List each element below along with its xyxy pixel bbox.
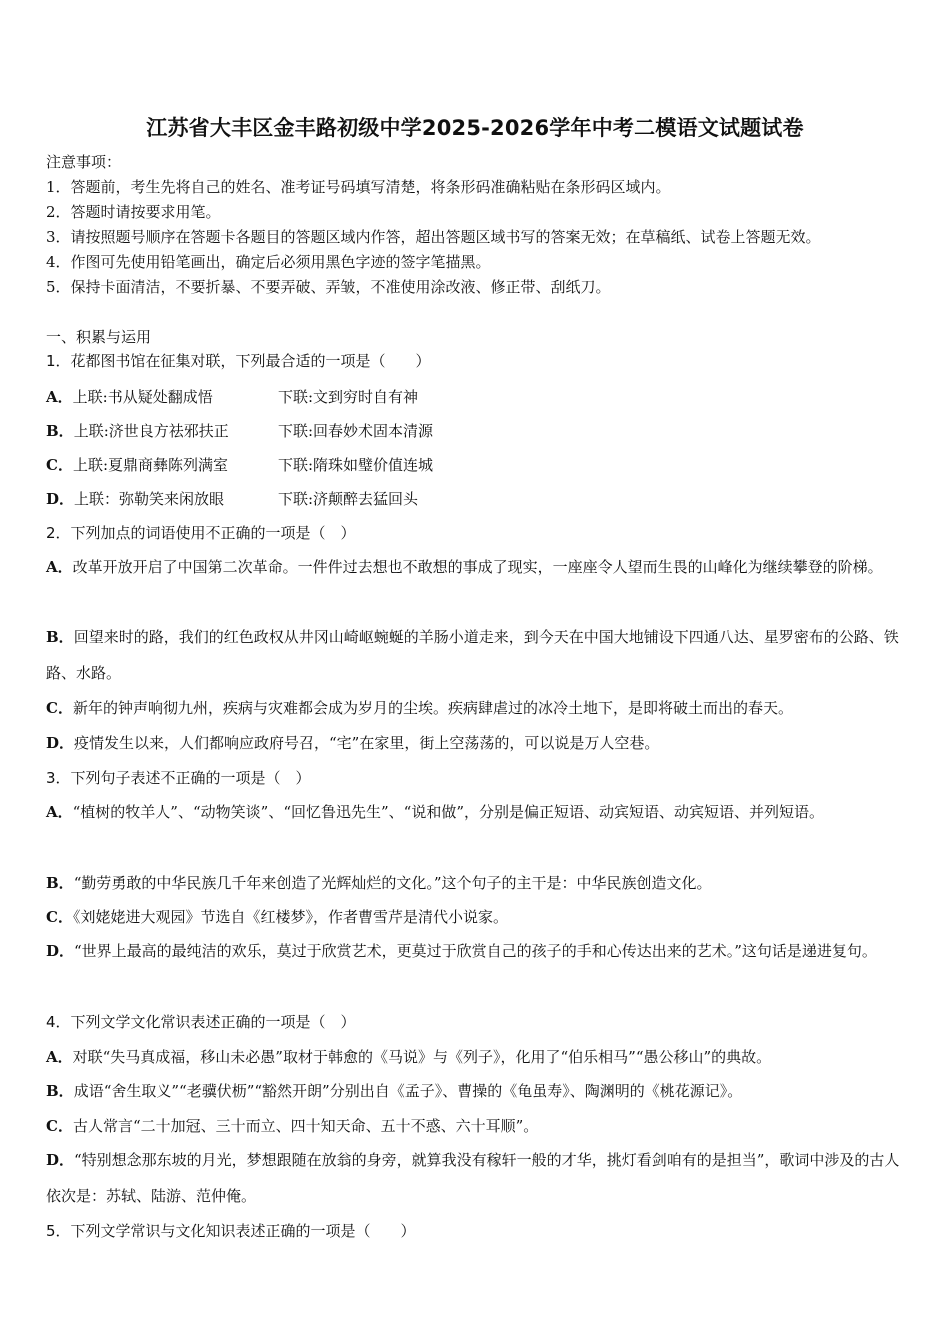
- option-row: [46, 489, 910, 509]
- option-text: 改革开放开启了中国第二次革命。一件件过去想也不敢想的事成了现实，一座座令人望而生畏的山峰化为继续攀登的阶梯。: [72, 558, 883, 576]
- option-text: “勤劳勇敢的中华民族几千年来创造了光辉灿烂的文化。”这个句子的主干是：中华民族创造文化。: [73, 874, 712, 892]
- option-label: B．: [46, 874, 74, 892]
- option-row: [46, 1081, 910, 1101]
- option-row: [46, 733, 910, 753]
- option-label: A．: [46, 558, 73, 576]
- question-number: 3．: [46, 769, 71, 787]
- option-row: [46, 421, 910, 441]
- couplet-second-line: 下联:隋珠如璧价值连城: [278, 456, 434, 474]
- option-text: “特别想念那东坡的月光，梦想跟随在放翁的身旁，就算我没有稼轩一般的才华，挑灯看剑咱有的是担当”，歌词中涉及的古人依次是：苏轼、陆游、范仲俺。: [46, 1151, 900, 1205]
- option-row: [46, 1116, 910, 1136]
- option-text: “世界上最高的最纯洁的欢乐，莫过于欣赏艺术，更莫过于欣赏自己的孩子的手和心传达出来的艺术。”这句话是递进复句。: [74, 942, 877, 960]
- question-number: 4．: [46, 1013, 71, 1031]
- couplet-first-line: 上联:书从疑处翻成悟: [72, 388, 213, 406]
- option-label: B．: [46, 422, 74, 440]
- option-text: 成语“舍生取义”“老骥伏枥”“豁然开朗”分别出自《孟子》、曹操的《龟虽寿》、陶渊明的《桃花源记》。: [73, 1082, 743, 1100]
- option-label: C．: [46, 908, 73, 926]
- option-label: C．: [46, 699, 73, 717]
- question-number: 5．: [46, 1222, 71, 1240]
- option-label: C．: [46, 1117, 73, 1135]
- option-label: A．: [46, 1048, 73, 1066]
- couplet-first-line: 上联：弥勒笑来闲放眼: [74, 490, 225, 508]
- option-row: [46, 933, 910, 969]
- notice-item: 1．答题前，考生先将自己的姓名、准考证号码填写清楚，将条形码准确粘贴在条形码区域内。: [46, 178, 671, 196]
- option-row: [46, 619, 910, 691]
- question-stem: [46, 523, 910, 543]
- question-stem: [46, 1221, 910, 1241]
- couplet-first-line: 上联:济世良方祛邪扶正: [73, 422, 229, 440]
- couplet-second-line: 下联:济颠醉去猛回头: [278, 490, 419, 508]
- couplet-second-line: 下联:文到穷时自有神: [278, 388, 419, 406]
- notice-item: 5．保持卡面清洁，不要折暴、不要弄破、弄皱，不准使用涂改液、修正带、刮纸刀。: [46, 278, 611, 296]
- option-label: D．: [46, 734, 75, 752]
- page-title: 江苏省大丰区金丰路初级中学2025-2026学年中考二模语文试题试卷: [146, 116, 804, 140]
- notice-heading: 注意事项：: [46, 153, 122, 171]
- couplet-first-line: 上联:夏鼎商彝陈列满室: [72, 456, 229, 474]
- option-row: [46, 907, 910, 927]
- option-text: 新年的钟声响彻九州，疾病与灾难都会成为岁月的尘埃。疾病肆虐过的冰冷土地下，是即将破土而出的春天。: [72, 699, 793, 717]
- option-label: A．: [46, 388, 73, 406]
- option-label: C．: [46, 456, 73, 474]
- question-stem: [46, 768, 910, 788]
- option-row: [46, 794, 910, 830]
- option-label: B．: [46, 1082, 74, 1100]
- notice-item: 2．答题时请按要求用笔。: [46, 203, 221, 221]
- option-row: [46, 698, 910, 718]
- option-row: [46, 549, 910, 585]
- question-text: 花都图书馆在征集对联，下列最合适的一项是（ ）: [70, 352, 431, 370]
- option-label: D．: [46, 942, 75, 960]
- option-row: [46, 387, 910, 407]
- option-label: D．: [46, 490, 75, 508]
- question-text: 下列文学文化常识表述正确的一项是（ ）: [70, 1013, 356, 1031]
- option-text: 回望来时的路，我们的红色政权从井冈山崎岖蜿蜒的羊肠小道走来，到今天在中国大地铺设下四通八达、星罗密布的公路、铁路、水路。: [46, 628, 899, 682]
- section-heading: 一、积累与运用: [46, 328, 152, 346]
- question-stem: [46, 1012, 910, 1032]
- notice-item: 3．请按照题号顺序在答题卡各题目的答题区域内作答，超出答题区域书写的答案无效；在草稿纸、试卷上答题无效。: [46, 228, 821, 246]
- option-row: [46, 1142, 910, 1214]
- option-label: A．: [46, 803, 73, 821]
- option-row: [46, 873, 910, 893]
- option-label: D．: [46, 1151, 75, 1169]
- question-text: 下列文学常识与文化知识表述正确的一项是（ ）: [70, 1222, 416, 1240]
- question-text: 下列句子表述不正确的一项是（ ）: [70, 769, 311, 787]
- option-row: [46, 1047, 910, 1067]
- option-text: “植树的牧羊人”、“动物笑谈”、“回忆鲁迅先生”、“说和做”，分别是偏正短语、动宾短语、动宾短语、并列短语。: [72, 803, 824, 821]
- couplet-second-line: 下联:回春妙术固本清源: [278, 422, 434, 440]
- question-text: 下列加点的词语使用不正确的一项是（ ）: [70, 524, 356, 542]
- option-label: B．: [46, 628, 74, 646]
- notice-item: 4．作图可先使用铅笔画出，确定后必须用黑色字迹的签字笔描黑。: [46, 253, 491, 271]
- option-text: 疫情发生以来，人们都响应政府号召，“宅”在家里，街上空荡荡的，可以说是万人空巷。: [74, 734, 660, 752]
- question-stem: [46, 351, 910, 371]
- option-text: 《刘姥姥进大观园》节选自《红楼梦》，作者曹雪芹是清代小说家。: [72, 908, 508, 926]
- question-number: 1．: [46, 352, 71, 370]
- option-text: 对联“失马真成福，移山未必愚”取材于韩愈的《马说》与《列子》，化用了“伯乐相马”“愚公移山”的典故。: [72, 1048, 772, 1066]
- question-number: 2．: [46, 524, 71, 542]
- option-text: 古人常言“二十加冠、三十而立、四十知天命、五十不惑、六十耳顺”。: [72, 1117, 539, 1135]
- option-row: [46, 455, 910, 475]
